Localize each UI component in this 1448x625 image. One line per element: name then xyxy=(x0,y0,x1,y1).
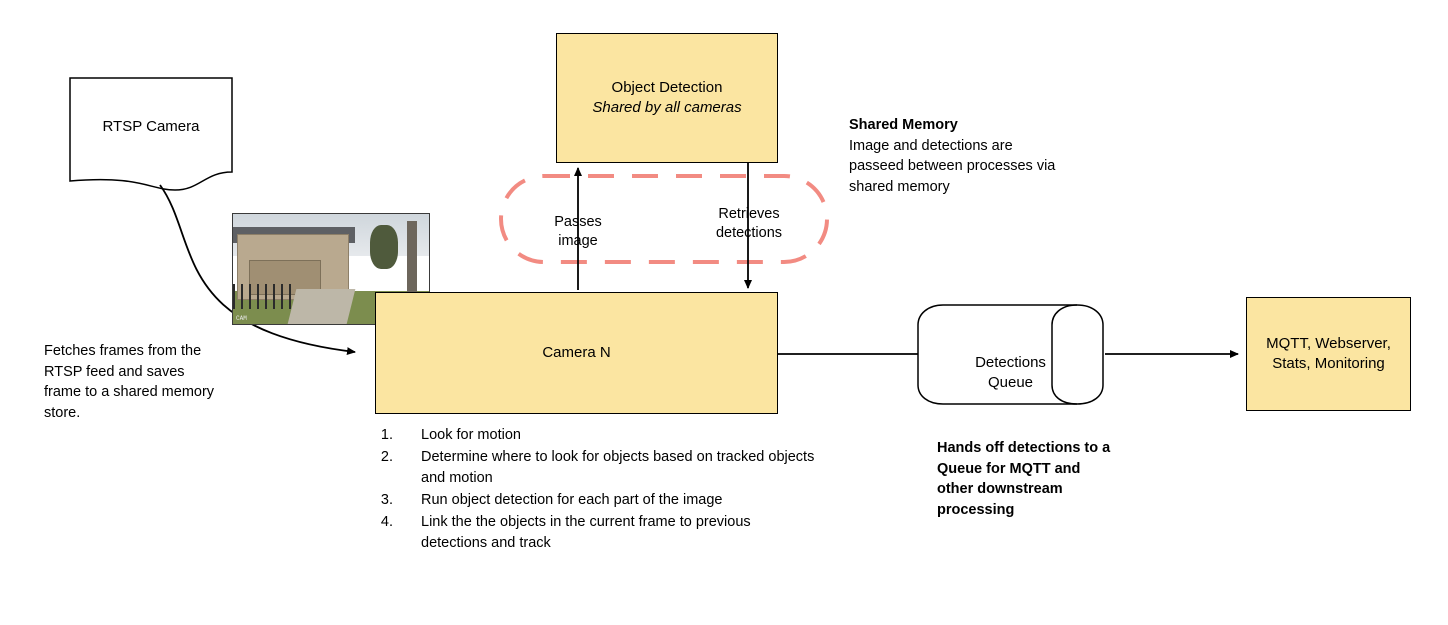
camera-steps-list xyxy=(375,425,817,555)
passes-image-label-line1: Passes xyxy=(554,214,602,230)
camera-step: 4. Link the the objects in the current frame to previous detections and track xyxy=(397,512,817,554)
consumers-label-line2: Stats, Monitoring xyxy=(1272,355,1385,372)
passes-image-label-line2: image xyxy=(558,232,598,249)
queue-handoff-note xyxy=(937,438,1112,520)
photo-walkway xyxy=(287,289,355,324)
object-detection-label: Object Detection xyxy=(611,78,723,96)
shared-memory-note-title: Shared Memory xyxy=(849,117,958,133)
detections-queue-label-line2: Queue xyxy=(987,374,1034,392)
camera-n-label: Camera N xyxy=(542,343,611,361)
queue-handoff-note-body: Hands off detections to a Queue for MQTT and other downstream processing xyxy=(937,440,1111,518)
shared-memory-note-body: Image and detections are passeed between processes via shared memory xyxy=(849,137,1056,195)
camera-step: 2. Determine where to look for objects based on tracked objects and motion xyxy=(397,447,817,489)
retrieves-detections-label-line2: detections xyxy=(715,224,783,241)
camera-n-node xyxy=(375,292,778,414)
detections-queue-label xyxy=(918,353,1103,394)
retrieves-detections-label-line1: Retrieves xyxy=(718,206,780,222)
retrieves-detections-label xyxy=(690,205,808,243)
object-detection-node xyxy=(556,33,778,163)
photo-fence xyxy=(233,284,292,308)
camera-step: 3. Run object detection for each part of the image xyxy=(397,490,817,511)
rtsp-camera-label: RTSP Camera xyxy=(102,118,200,135)
rtsp-camera-node xyxy=(70,78,232,190)
rtsp-fetch-note-body: Fetches frames from the RTSP feed and saves frame to a shared memory store. xyxy=(44,343,215,421)
photo-tree xyxy=(370,225,397,269)
camera-step: 1. Look for motion xyxy=(397,425,817,446)
passes-image-label xyxy=(522,213,634,251)
rtsp-fetch-note xyxy=(44,341,224,423)
photo-timestamp: CAM xyxy=(236,315,247,322)
detections-queue-node xyxy=(918,305,1103,404)
object-detection-sublabel: Shared by all cameras xyxy=(592,99,742,116)
consumers-node xyxy=(1246,297,1411,411)
consumers-label-line1: MQTT, Webserver, xyxy=(1266,334,1391,352)
detections-queue-label-line1: Detections xyxy=(975,354,1046,371)
shared-memory-note xyxy=(849,115,1059,197)
